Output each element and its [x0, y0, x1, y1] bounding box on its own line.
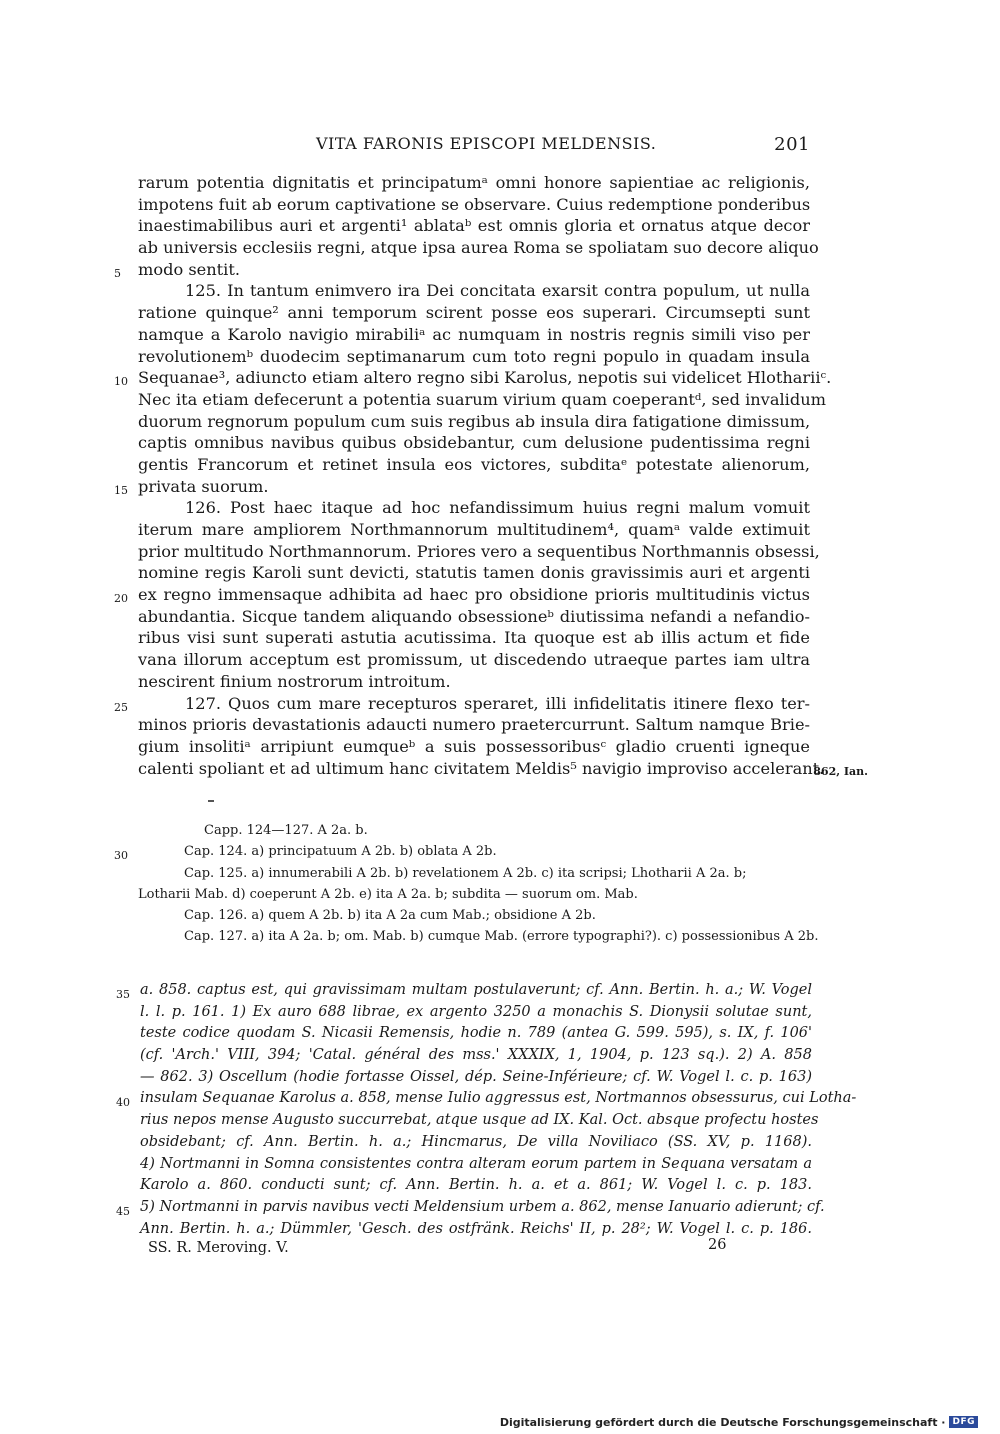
line-number: 20 [114, 592, 128, 606]
line-text: 126. Post haec itaque ad hoc nefandissimum huius regni malum vomuit [185, 498, 810, 518]
text-line [138, 302, 810, 324]
line-number: 15 [114, 483, 128, 497]
text-line [114, 259, 810, 281]
apparatus-text: Cap. 126. a) quem A 2b. b) ita A 2a cum Mab.; obsidione A 2b. [184, 908, 596, 924]
line-text: minos prioris devastationis adaucti numero praetercurrunt. Saltum namque Brie- [138, 715, 810, 735]
line-text: gentis Francorum et retinet insula eos victores, subditaᵉ potestate alienorum, [138, 454, 810, 474]
critical-apparatus [114, 820, 819, 948]
text-line [138, 454, 810, 476]
dfg-logo: DFG [949, 1416, 978, 1428]
line-text: ex regno immensaque adhibita ad haec pro obsidione prioris multitudinis victus [138, 585, 810, 605]
footnote-text: teste codice quodam S. Nicasii Remensis, hodie n. 789 (antea G. 599. 595), s. IX, f. 106' [140, 1025, 812, 1042]
text-line [138, 671, 810, 693]
apparatus-line [138, 926, 819, 947]
footer-text: Digitalisierung gefördert durch die Deutsche Forschungsgemeinschaft · [499, 1415, 946, 1429]
line-number: 25 [114, 700, 128, 714]
apparatus-line [138, 863, 810, 884]
separator-mark [208, 800, 214, 802]
signature-series: SS. R. Meroving. V. [148, 1240, 289, 1256]
footnote-text: — 862. 3) Oscellum (hodie fortasse Oissel, dép. Seine-Inférieure; cf. W. Vogel l. c. p. 163) [140, 1068, 812, 1085]
running-head [138, 134, 810, 158]
text-line [138, 411, 810, 433]
text-line [138, 627, 810, 649]
line-text: namque a Karolo navigio mirabiliᵃ ac numquam in nostris regnis simili viso per [138, 324, 810, 344]
apparatus-line [114, 841, 810, 863]
text-line [138, 194, 810, 216]
line-text: vana illorum acceptum est promissum, ut discedendo utraeque partes iam ultra [138, 650, 810, 670]
apparatus-line [138, 820, 810, 841]
margin-date-note: 862, Ian. [813, 764, 868, 778]
footnote-line [140, 1002, 812, 1024]
apparatus-line [138, 884, 810, 905]
footnote-text: a. 858. captus est, qui gravissimam multam postulaverunt; cf. Ann. Bertin. h. a.; W. Vogel [140, 982, 812, 998]
text-line [138, 432, 810, 454]
line-text: privata suorum. [138, 476, 269, 496]
footnote-text: 4) Nortmanni in Somna consistentes contra alteram eorum partem in Sequana versatam a [140, 1155, 812, 1172]
footnote-line [116, 1197, 825, 1219]
line-text: Nec ita etiam defecerunt a potentia suarum virium quam coeperantᵈ, sed invalidum [138, 389, 826, 409]
main-text [114, 172, 868, 779]
footnote-text: Ann. Bertin. h. a.; Dümmler, 'Gesch. des ostfränk. Reichs' II, p. 28²; W. Vogel l. c. p. 186. [140, 1220, 812, 1237]
line-text: revolutionemᵇ duodecim septimanarum cum toto regni populo in quadam insula [138, 346, 810, 366]
line-number: 30 [114, 849, 128, 863]
line-text: iterum mare ampliorem Northmannorum multitudinem⁴, quamᵃ valde extimuit [138, 520, 810, 539]
footnote-line [140, 1132, 812, 1154]
text-line [138, 649, 810, 671]
line-text: prior multitudo Northmannorum. Priores vero a sequentibus Northmannis obsessi, [138, 541, 820, 561]
line-text: captis omnibus navibus quibus obsidebantur, cum delusione pudentissima regni [138, 433, 810, 453]
text-line [114, 367, 832, 389]
running-title: VITA FARONIS EPISCOPI MELDENSIS. [316, 134, 657, 153]
line-text: nescirent finium nostrorum introitum. [138, 671, 451, 691]
footnote-line [140, 1154, 812, 1176]
line-text: Sequanae³, adiuncto etiam altero regno sibi Karolus, nepotis sui videlicet Hlothariiᶜ. [138, 368, 832, 388]
footnote-text: obsidebant; cf. Ann. Bertin. h. a.; Hincmarus, De villa Noviliaco (SS. XV, p. 1168). [140, 1133, 812, 1150]
line-number: 10 [114, 375, 128, 389]
apparatus-text: Cap. 124. a) principatuum A 2b. b) oblata A 2b. [184, 844, 497, 860]
line-text: nomine regis Karoli sunt devicti, statutis tamen donis gravissimis auri et argenti [138, 563, 810, 583]
line-text: abundantia. Sicque tandem aliquando obsessioneᵇ diutissima nefandi a nefandio- [138, 606, 810, 626]
text-line [138, 346, 810, 368]
text-line [138, 389, 826, 411]
text-line [138, 758, 868, 780]
text-line [138, 172, 810, 194]
footnotes [116, 980, 857, 1240]
line-text: gium insolitiᵃ arripiunt eumqueᵇ a suis possessoribusᶜ gladio cruenti igneque [138, 736, 810, 756]
footnote-text: (cf. 'Arch.' VIII, 394; 'Catal. général des mss.' XXXIX, 1, 1904, p. 123 sq.). 2) A. 858 [140, 1047, 812, 1064]
text-line [138, 497, 810, 519]
text-line [138, 714, 810, 736]
text-line [114, 584, 810, 606]
line-text: ratione quinque² anni temporum scirent posse eos superari. Circumsepti sunt [138, 303, 810, 323]
line-text: ab universis ecclesiis regni, atque ipsa aurea Roma se spoliatam suo decore aliquo [138, 238, 819, 258]
footnote-line [116, 1088, 857, 1110]
footnote-line [140, 1175, 812, 1197]
apparatus-text: Cap. 125. a) innumerabili A 2b. b) revelationem A 2b. c) ita scripsi; Lhotharii A 2a. b; [184, 865, 747, 881]
text-line [114, 476, 810, 498]
footnote-line [140, 1110, 819, 1132]
line-text: ribus visi sunt superati astutia acutissima. Ita quoque est ab illis actum et fide [138, 628, 810, 648]
footnote-line [140, 1023, 812, 1045]
text-line [138, 519, 810, 541]
apparatus-text: Lotharii Mab. d) coeperunt A 2b. e) ita A 2a. b; subdita — suorum om. Mab. [138, 886, 638, 902]
apparatus-text: Cap. 127. a) ita A 2a. b; om. Mab. b) cumque Mab. (errore typographi?). c) possessionibus A 2b. [184, 929, 819, 945]
text-line [138, 237, 819, 259]
line-number: 35 [116, 988, 130, 1001]
line-text: calenti spoliant et ad ultimum hanc civitatem Meldis⁵ navigio improviso accelerant. [138, 758, 825, 778]
text-line [114, 693, 810, 715]
footnote-text: l. l. p. 161. 1) Ex auro 688 librae, ex argento 3250 a monachis S. Dionysii solutae sunt, [140, 1003, 812, 1020]
footnote-line [140, 1067, 812, 1089]
footnote-line [140, 1045, 812, 1067]
line-text: modo sentit. [138, 259, 240, 279]
line-text: 125. In tantum enimvero ira Dei concitata exarsit contra populum, ut nulla [185, 281, 810, 301]
page-number: 201 [774, 134, 810, 155]
footnote-text: insulam Sequanae Karolus a. 858, mense Iulio aggressus est, Nortmannos obsessurus, cui Lotha- [140, 1090, 857, 1107]
text-line [138, 606, 810, 628]
line-text: inaestimabilibus auri et argenti¹ ablataᵇ est omnis gloria et ornatus atque decor [138, 216, 810, 236]
line-text: duorum regnorum populum cum suis regibus ab insula dira fatigatione dimissum, [138, 411, 811, 431]
line-text: 127. Quos cum mare recepturos speraret, illi infidelitatis itinere flexo ter- [185, 693, 810, 713]
text-line [138, 215, 810, 237]
text-line [138, 324, 810, 346]
footnote-text: Karolo a. 860. conducti sunt; cf. Ann. Bertin. h. a. et a. 861; W. Vogel l. c. p. 183. [140, 1177, 812, 1194]
text-line [138, 562, 810, 584]
line-number: 45 [116, 1204, 130, 1218]
footnote-line [116, 980, 812, 1002]
line-number: 5 [114, 266, 121, 280]
text-line [138, 280, 810, 302]
text-line [138, 541, 820, 563]
dfg-footer [500, 1414, 978, 1430]
footnote-text: 5) Nortmanni in parvis navibus vecti Meldensium urbem a. 862, mense Ianuario adierunt; cf. [140, 1198, 825, 1215]
footnote-text: rius nepos mense Augusto succurrebat, atque usque ad IX. Kal. Oct. absque profectu hostes [140, 1112, 819, 1129]
line-text: rarum potentia dignitatis et principatumᵃ omni honore sapientiae ac religionis, [138, 173, 810, 192]
apparatus-line [138, 905, 810, 926]
line-number: 40 [116, 1096, 130, 1110]
line-text: impotens fuit ab eorum captivatione se observare. Cuius redemptione ponderibus [138, 194, 811, 214]
signature-number: 26 [708, 1237, 727, 1253]
apparatus-text: Capp. 124—127. A 2a. b. [204, 823, 368, 838]
text-line [138, 736, 810, 758]
